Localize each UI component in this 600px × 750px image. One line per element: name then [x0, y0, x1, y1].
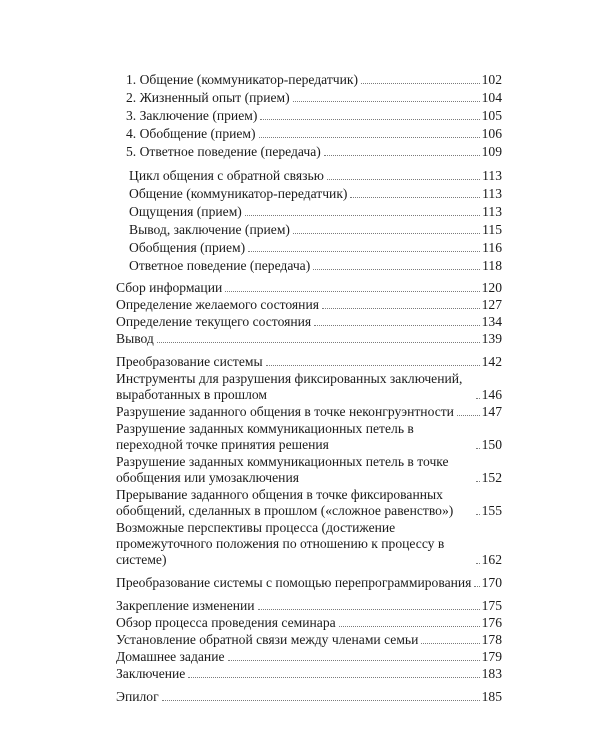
toc-entry — [116, 615, 502, 631]
toc-entry-title: Заключение — [116, 666, 186, 681]
toc-leader-dots — [457, 415, 480, 416]
toc-leader-dots — [350, 197, 480, 198]
toc-entry — [116, 204, 502, 220]
toc-leader-dots — [421, 643, 479, 644]
toc-page-number: 109 — [481, 144, 502, 159]
toc-entry — [116, 314, 502, 330]
toc-entry-title: Цикл общения с обратной связью — [129, 168, 324, 183]
table-of-contents — [116, 72, 502, 705]
toc-entry-title: Обзор процесса проведения семинара — [116, 615, 336, 630]
toc-page-number: 178 — [481, 632, 502, 647]
toc-entry — [116, 454, 502, 486]
toc-page-number: 127 — [481, 297, 502, 312]
toc-entry-title: Определение желаемого состояния — [116, 297, 319, 312]
toc-entry — [116, 371, 502, 403]
toc-leader-dots — [476, 398, 480, 399]
toc-entry-title: 3. Заключение (прием) — [126, 108, 258, 123]
toc-entry-title: Ответное поведение (передача) — [129, 258, 311, 273]
toc-entry-title: Закрепление изменении — [116, 598, 255, 613]
toc-entry-title: Прерывание заданного общения в точке фиксированных обобщений, сделанных в прошлом («сложное равенство») — [116, 487, 454, 518]
toc-leader-dots — [157, 342, 480, 343]
toc-entry — [116, 126, 502, 142]
toc-entry — [116, 240, 502, 256]
toc-page-number: 185 — [481, 689, 502, 704]
toc-leader-dots — [248, 251, 480, 252]
toc-page-number: 179 — [481, 649, 502, 664]
toc-page-number: 152 — [481, 470, 502, 485]
toc-entry-title: Преобразование системы — [116, 354, 263, 369]
toc-leader-dots — [476, 563, 480, 564]
toc-entry-title: Установление обратной связи между членами семьи — [116, 632, 419, 647]
toc-entry-title: Ощущения (прием) — [129, 204, 242, 219]
toc-entry — [116, 222, 502, 238]
toc-entry-title: Инструменты для разрушения фиксированных заключений, выработанных в прошлом — [116, 371, 463, 402]
toc-leader-dots — [322, 308, 480, 309]
toc-page-number: 170 — [481, 575, 502, 590]
toc-leader-dots — [245, 215, 480, 216]
toc-page-number: 115 — [482, 222, 502, 237]
toc-entry-title: Вывод — [116, 331, 154, 346]
toc-leader-dots — [225, 291, 479, 292]
toc-entry-title: 5. Ответное поведение (передача) — [126, 144, 321, 159]
toc-entry-title: Обобщения (прием) — [129, 240, 246, 255]
toc-page-number: 105 — [481, 108, 502, 123]
toc-entry — [116, 331, 502, 347]
toc-leader-dots — [314, 325, 479, 326]
toc-leader-dots — [293, 233, 480, 234]
toc-page-number: 175 — [481, 598, 502, 613]
toc-leader-dots — [188, 677, 479, 678]
toc-entry-title: Сбор информации — [116, 280, 223, 295]
toc-page-number: 162 — [481, 552, 502, 567]
toc-page-number: 142 — [481, 354, 502, 369]
toc-entry — [116, 186, 502, 202]
toc-leader-dots — [162, 700, 480, 701]
toc-page-number: 183 — [481, 666, 502, 681]
toc-entry — [116, 689, 502, 705]
toc-entry-title: Разрушение заданных коммуникационных петель в точке обобщения или умозаключения — [116, 454, 449, 485]
toc-page-number: 104 — [481, 90, 502, 105]
toc-entry-title: Определение текущего состояния — [116, 314, 312, 329]
toc-page-number: 147 — [481, 404, 502, 419]
toc-entry — [116, 258, 502, 274]
toc-leader-dots — [313, 269, 480, 270]
toc-leader-dots — [324, 155, 480, 156]
toc-page-number: 102 — [481, 72, 502, 87]
toc-leader-dots — [293, 101, 480, 102]
toc-entry-title: 2. Жизненный опыт (прием) — [126, 90, 290, 105]
toc-entry-title: Вывод, заключение (прием) — [129, 222, 290, 237]
toc-entry — [116, 575, 502, 591]
toc-leader-dots — [258, 609, 480, 610]
toc-entry — [116, 90, 502, 106]
toc-entry — [116, 520, 502, 568]
toc-leader-dots — [361, 83, 480, 84]
toc-entry — [116, 487, 502, 519]
toc-leader-dots — [476, 481, 480, 482]
toc-leader-dots — [476, 448, 480, 449]
toc-page-number: 113 — [482, 168, 502, 183]
toc-page-number: 146 — [481, 387, 502, 402]
toc-entry — [116, 649, 502, 665]
toc-entry — [116, 108, 502, 124]
toc-entry — [116, 598, 502, 614]
toc-leader-dots — [476, 514, 480, 515]
toc-leader-dots — [327, 179, 480, 180]
toc-entry — [116, 297, 502, 313]
toc-entry — [116, 404, 502, 420]
toc-entry — [116, 666, 502, 682]
toc-entry-title: Разрушение заданных коммуникационных петель в переходной точке принятия решения — [116, 421, 414, 452]
toc-page-number: 155 — [481, 503, 502, 518]
toc-page-number: 134 — [481, 314, 502, 329]
toc-entry-title: 1. Общение (коммуникатор-передатчик) — [126, 72, 359, 87]
toc-leader-dots — [474, 586, 479, 587]
toc-entry — [116, 144, 502, 160]
toc-entry — [116, 354, 502, 370]
toc-entry — [116, 72, 502, 88]
toc-entry — [116, 632, 502, 648]
toc-page-number: 113 — [482, 186, 502, 201]
toc-entry — [116, 168, 502, 184]
toc-leader-dots — [259, 137, 480, 138]
toc-leader-dots — [260, 119, 479, 120]
toc-entry-title: Преобразование системы с помощью перепрограммирования — [116, 575, 472, 590]
toc-page-number: 113 — [482, 204, 502, 219]
toc-entry-title: Общение (коммуникатор-передатчик) — [129, 186, 348, 201]
toc-entry-title: 4. Обобщение (прием) — [126, 126, 256, 141]
toc-page-number: 106 — [481, 126, 502, 141]
toc-entry-title: Домашнее задание — [116, 649, 225, 664]
toc-page-number: 120 — [481, 280, 502, 295]
toc-entry-title: Разрушение заданного общения в точке неконгруэнтности — [116, 404, 454, 419]
toc-page-number: 118 — [482, 258, 502, 273]
toc-page-number: 176 — [481, 615, 502, 630]
toc-leader-dots — [228, 660, 480, 661]
toc-page-number: 139 — [481, 331, 502, 346]
toc-page-number: 150 — [481, 437, 502, 452]
toc-page-number: 116 — [482, 240, 502, 255]
toc-entry — [116, 421, 502, 453]
toc-entry-title: Эпилог — [116, 689, 159, 704]
toc-entry — [116, 280, 502, 296]
toc-entry-title: Возможные перспективы процесса (достижение промежуточного положения по отношению к процессу в системе) — [116, 520, 445, 567]
toc-leader-dots — [339, 626, 480, 627]
toc-leader-dots — [266, 365, 480, 366]
